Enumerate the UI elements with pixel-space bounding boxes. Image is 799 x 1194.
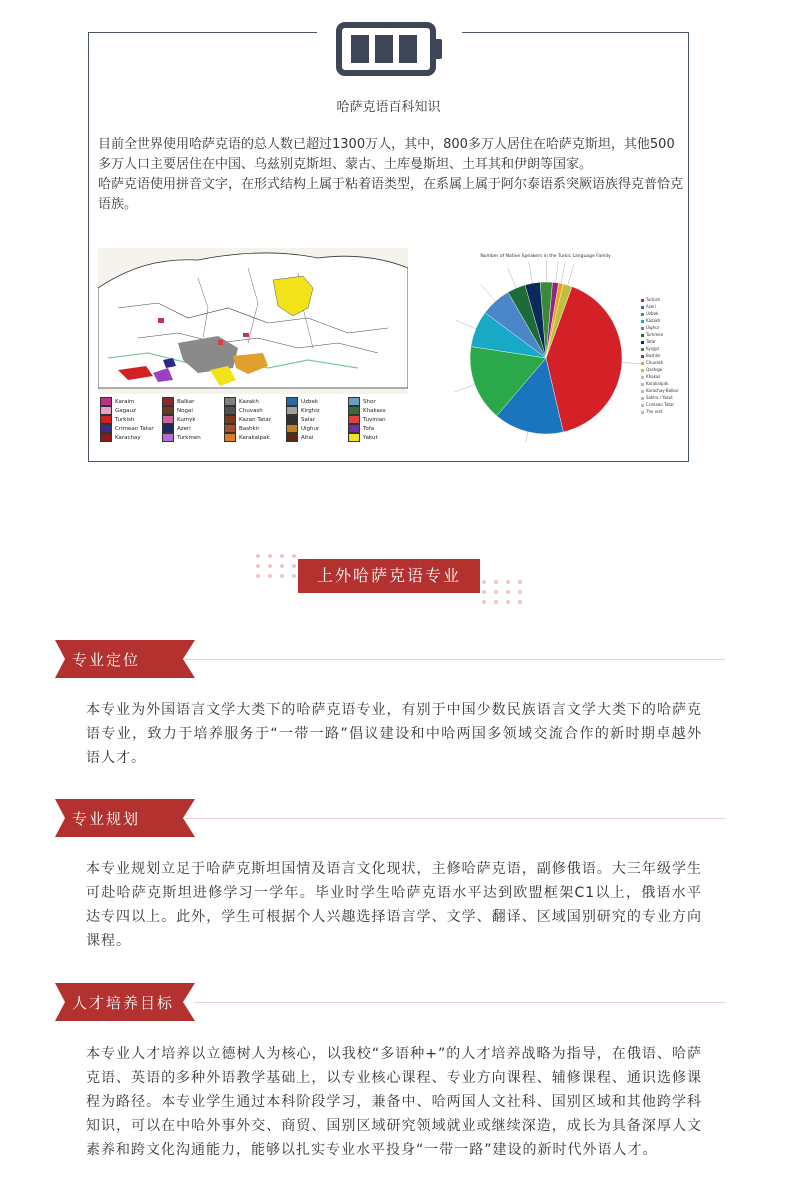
section-text — [86, 1042, 702, 1162]
legend-label: Qashqai — [646, 367, 663, 372]
legend-label: Tuvinian — [363, 417, 386, 423]
legend-label: Uighur — [646, 325, 660, 330]
legend-label: Turkmen — [646, 332, 664, 337]
section-heading: 人才培养目标 — [72, 994, 175, 1012]
legend-label: Tofa — [363, 426, 375, 432]
legend-swatch — [162, 415, 174, 424]
legend-swatch — [641, 390, 644, 393]
legend-label: Uighur — [301, 426, 320, 432]
legend-label: Karachay-Balkar — [646, 388, 679, 393]
legend-label: Kyrgyz — [646, 346, 660, 351]
map-legend-item — [100, 397, 134, 406]
legend-label: Karaim — [115, 399, 135, 405]
legend-label: Kazakh — [239, 399, 259, 405]
legend-swatch — [100, 433, 112, 442]
map-legend-item — [162, 406, 193, 415]
decorative-dots-icon — [478, 578, 530, 608]
legend-swatch — [641, 404, 644, 407]
map-legend-item — [100, 433, 141, 442]
pie-graphic — [411, 248, 680, 442]
legend-label: Sakha / Yakut — [646, 395, 673, 400]
turkic-language-map — [98, 248, 408, 442]
legend-label: Turkish — [646, 297, 661, 302]
divider-line — [195, 1002, 725, 1003]
legend-swatch — [224, 397, 236, 406]
legend-swatch — [348, 415, 360, 424]
section-text — [86, 857, 702, 953]
legend-swatch — [286, 397, 298, 406]
legend-swatch — [641, 334, 644, 337]
map-legend-item — [286, 433, 313, 442]
legend-swatch — [348, 397, 360, 406]
section-paragraph: 本专业为外国语言文学大类下的哈萨克语专业，有别于中国少数民族语言文学大类下的哈萨克语专业，致力于培养服务于“一带一路”倡议建设和中哈两国多领域交流合作的新时期卓越外语人才。 — [86, 702, 702, 766]
legend-swatch — [641, 348, 644, 351]
legend-swatch — [100, 424, 112, 433]
legend-label: Karakalpak — [239, 435, 270, 441]
legend-swatch — [224, 415, 236, 424]
info-title: 哈萨克语百科知识 — [336, 100, 441, 115]
legend-label: Turkmen — [177, 435, 201, 441]
map-legend-item — [348, 433, 378, 442]
legend-label: Tatar — [646, 339, 656, 344]
map-legend-item — [162, 433, 201, 442]
map-legend-item — [286, 406, 320, 415]
legend-swatch — [224, 433, 236, 442]
pie-legend-item — [641, 310, 679, 317]
map-legend-item — [162, 424, 191, 433]
map-legend-item — [162, 415, 196, 424]
legend-label: Chuvash — [646, 360, 664, 365]
legend-label: The rest — [646, 409, 663, 414]
legend-swatch — [286, 415, 298, 424]
legend-label: Azeri — [177, 426, 191, 432]
map-legend-item — [286, 415, 315, 424]
pie-legend-item — [641, 338, 679, 345]
native-speakers-pie-chart — [411, 248, 680, 442]
pie-leader-line — [454, 385, 475, 393]
pie-leader-line — [456, 320, 476, 328]
legend-swatch — [641, 376, 644, 379]
legend-swatch — [641, 320, 644, 323]
legend-label: Altai — [301, 435, 314, 441]
pie-legend-item — [641, 324, 679, 331]
section-heading: 专业规划 — [72, 810, 141, 828]
pie-leader-line — [529, 262, 533, 284]
info-paragraph: 哈萨克语使用拼音文字，在形式结构上属于粘着语类型，在系属上属于阿尔泰语系突厥语族得克普恰克语族。 — [98, 177, 684, 212]
legend-swatch — [348, 406, 360, 415]
map-legend — [98, 394, 408, 442]
pie-legend-item — [641, 394, 679, 401]
pie-leader-line — [508, 268, 517, 288]
pie-leader-line — [556, 261, 559, 283]
legend-swatch — [641, 341, 644, 344]
section-paragraph: 本专业规划立足于哈萨克斯坦国情及语言文化现状，主修哈萨克语，副修俄语。大三年级学生可赴哈萨克斯坦进修学习一学年。毕业时学生哈萨克语水平达到欧盟框架C1以上，俄语水平达专四以上。此外，学生可根据个人兴趣选择语言学、文学、翻译、区域国别研究的专业方向课程。 — [86, 861, 702, 949]
legend-swatch — [641, 411, 644, 414]
pie-leader-line — [568, 264, 574, 285]
legend-label: Kazakh — [646, 318, 661, 323]
legend-swatch — [348, 433, 360, 442]
map-legend-item — [224, 397, 259, 406]
map-legend-item — [286, 397, 318, 406]
map-legend-item — [100, 406, 136, 415]
pie-legend-item — [641, 373, 679, 380]
map-legend-item — [348, 406, 386, 415]
legend-label: Kumyk — [177, 417, 196, 423]
map-legend-item — [224, 424, 259, 433]
section-banner: 上外哈萨克语专业 — [298, 559, 480, 593]
legend-swatch — [224, 424, 236, 433]
map-legend-item — [348, 397, 376, 406]
map-legend-item — [162, 397, 194, 406]
pie-legend-item — [641, 380, 679, 387]
legend-label: Azeri — [646, 304, 657, 309]
legend-label: Balkar — [177, 399, 195, 405]
pie-legend-item — [641, 331, 679, 338]
legend-label: Crimean Tatar — [115, 426, 154, 432]
legend-label: Gagauz — [115, 408, 136, 414]
legend-swatch — [641, 383, 644, 386]
pie-legend-item — [641, 296, 679, 303]
legend-swatch — [641, 355, 644, 358]
legend-swatch — [162, 406, 174, 415]
pie-legend-item — [641, 366, 679, 373]
battery-icon — [336, 22, 444, 76]
legend-swatch — [162, 433, 174, 442]
legend-label: Shor — [363, 399, 376, 405]
legend-label: Turkish — [115, 417, 135, 423]
legend-label: Bashkir — [239, 426, 260, 432]
section-text — [86, 698, 702, 770]
pie-legend-item — [641, 345, 679, 352]
legend-label: Khakass — [363, 408, 386, 414]
legend-label: Bashkir — [646, 353, 661, 358]
legend-swatch — [641, 397, 644, 400]
pie-legend-item — [641, 387, 679, 394]
section-heading: 专业定位 — [72, 651, 141, 669]
section-paragraph: 本专业人才培养以立德树人为核心，以我校“多语种+”的人才培养战略为指导，在俄语、哈萨克语、英语的多种外语教学基础上，以专业核心课程、专业方向课程、辅修课程、通识选修课程为路径。本专业学生通过本科阶段学习，兼备中、哈两国人文社科、国别区域和其他跨学科知识，可以在中哈外事外交、商贸、国别区域研究领域就业或继续深造，成长为具备深厚人文素养和跨文化沟通能力，能够以扎实专业水平投身“一带一路”建设的新时代外语人才。 — [86, 1046, 702, 1158]
legend-swatch — [641, 327, 644, 330]
map-legend-item — [224, 406, 263, 415]
legend-swatch — [641, 362, 644, 365]
legend-label: Uzbek — [646, 311, 659, 316]
divider-line — [185, 818, 725, 819]
pie-leader-line — [561, 262, 565, 284]
pie-legend — [641, 296, 679, 415]
map-legend-item — [224, 433, 270, 442]
legend-swatch — [162, 397, 174, 406]
map-legend-item — [348, 415, 386, 424]
legend-label: Uzbek — [301, 399, 318, 405]
legend-swatch — [641, 299, 644, 302]
legend-swatch — [224, 406, 236, 415]
legend-swatch — [100, 406, 112, 415]
legend-swatch — [100, 415, 112, 424]
pie-legend-item — [641, 408, 679, 415]
map-legend-item — [100, 424, 154, 433]
pie-leader-line — [523, 432, 528, 442]
pie-title: Number of Native Speakers in the Turkic Language Family — [480, 254, 611, 259]
pie-legend-item — [641, 317, 679, 324]
map-legend-item — [348, 424, 374, 433]
info-paragraph: 目前全世界使用哈萨克语的总人数已超过1300万人，其中，800多万人居住在哈萨克斯坦，其他500多万人口主要居住在中国、乌兹别克斯坦、蒙古、土库曼斯坦、土耳其和伊朗等国家。 — [98, 137, 675, 172]
legend-swatch — [286, 424, 298, 433]
legend-swatch — [286, 406, 298, 415]
pie-legend-item — [641, 359, 679, 366]
legend-label: Nogai — [177, 408, 193, 414]
legend-swatch — [100, 397, 112, 406]
info-text — [98, 135, 683, 215]
legend-label: Salar — [301, 417, 316, 423]
legend-swatch — [641, 306, 644, 309]
legend-label: Yakut — [363, 435, 378, 441]
pie-legend-item — [641, 401, 679, 408]
map-legend-item — [286, 424, 319, 433]
legend-label: Karachay — [115, 435, 141, 441]
legend-swatch — [162, 424, 174, 433]
legend-label: Crimean Tatar — [646, 402, 675, 407]
divider-line — [185, 659, 725, 660]
map-legend-item — [224, 415, 271, 424]
legend-label: Chuvash — [239, 408, 263, 414]
pie-legend-item — [641, 352, 679, 359]
legend-swatch — [286, 433, 298, 442]
legend-label: Kazan Tatar — [239, 417, 271, 423]
map-legend-item — [100, 415, 134, 424]
legend-label: Kirghiz — [301, 408, 320, 414]
legend-label: Karakalpak — [646, 381, 669, 386]
legend-swatch — [641, 313, 644, 316]
legend-label: Khakas — [646, 374, 661, 379]
legend-swatch — [641, 369, 644, 372]
pie-legend-item — [641, 303, 679, 310]
pie-leader-line — [481, 285, 496, 301]
legend-swatch — [348, 424, 360, 433]
